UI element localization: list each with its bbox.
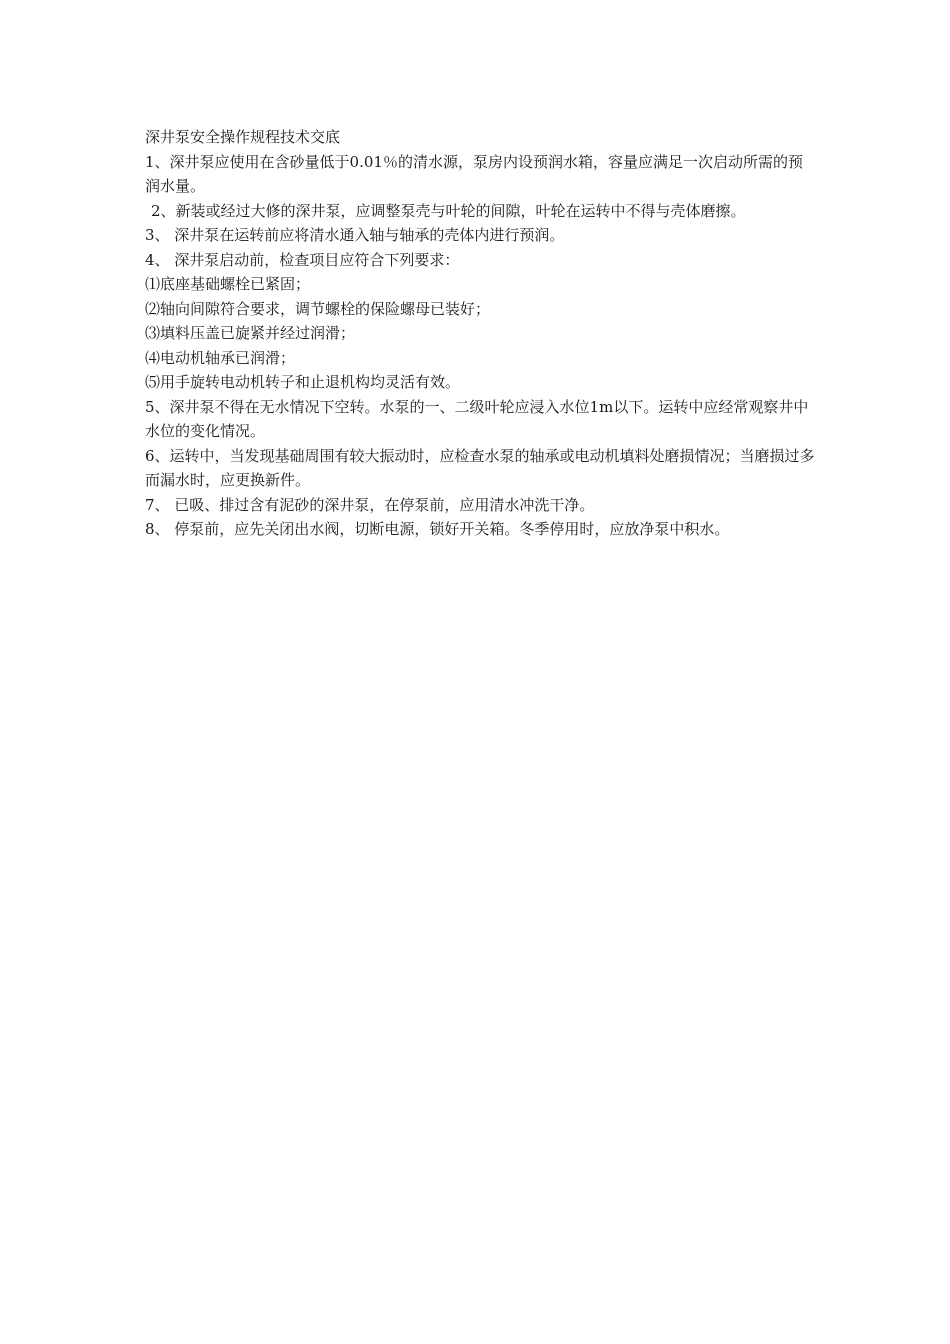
paragraph-1: 1、深井泵应使用在含砂量低于0.01％的清水源，泵房内设预润水箱，容量应满足一次启动所需的预润水量。 [145,152,803,195]
paragraph-3: 3、 深井泵在运转前应将清水通入轴与轴承的壳体内进行预润。 [145,226,565,244]
paragraph-2: 2、新装或经过大修的深井泵，应调整泵壳与叶轮的间隙，叶轮在运转中不得与壳体磨擦。 [151,201,746,220]
check-item-4: ⑷电动机轴承已润滑； [145,348,296,367]
document-title: 深井泵安全操作规程技术交底 [145,128,341,146]
check-item-1: ⑴底座基础螺栓已紧固； [145,275,311,293]
paragraph-4: 4、 深井泵启动前，检查项目应符合下列要求： [145,250,460,269]
paragraph-8: 8、 停泵前，应先关闭出水阀，切断电源，锁好开关箱。冬季停用时，应放净泵中积水。 [145,520,730,538]
check-item-3: ⑶填料压盖已旋紧并经过润滑； [145,324,356,342]
paragraph-6: 6、运转中，当发现基础周围有较大振动时，应检查水泵的轴承或电动机填料处磨损情况；当磨损过多而漏水时，应更换新件。 [145,446,815,489]
paragraph-5: 5、深井泵不得在无水情况下空转。水泵的一、二级叶轮应浸入水位1m以下。运转中应经常观察井中水位的变化情况。 [145,397,809,440]
paragraph-7: 7、 已吸、排过含有泥砂的深井泵，在停泵前，应用清水冲洗干净。 [145,495,595,514]
check-item-5: ⑸用手旋转电动机转子和止退机构均灵活有效。 [145,373,461,391]
check-item-2: ⑵轴向间隙符合要求，调节螺栓的保险螺母已装好； [145,299,491,318]
document-page [145,125,815,542]
